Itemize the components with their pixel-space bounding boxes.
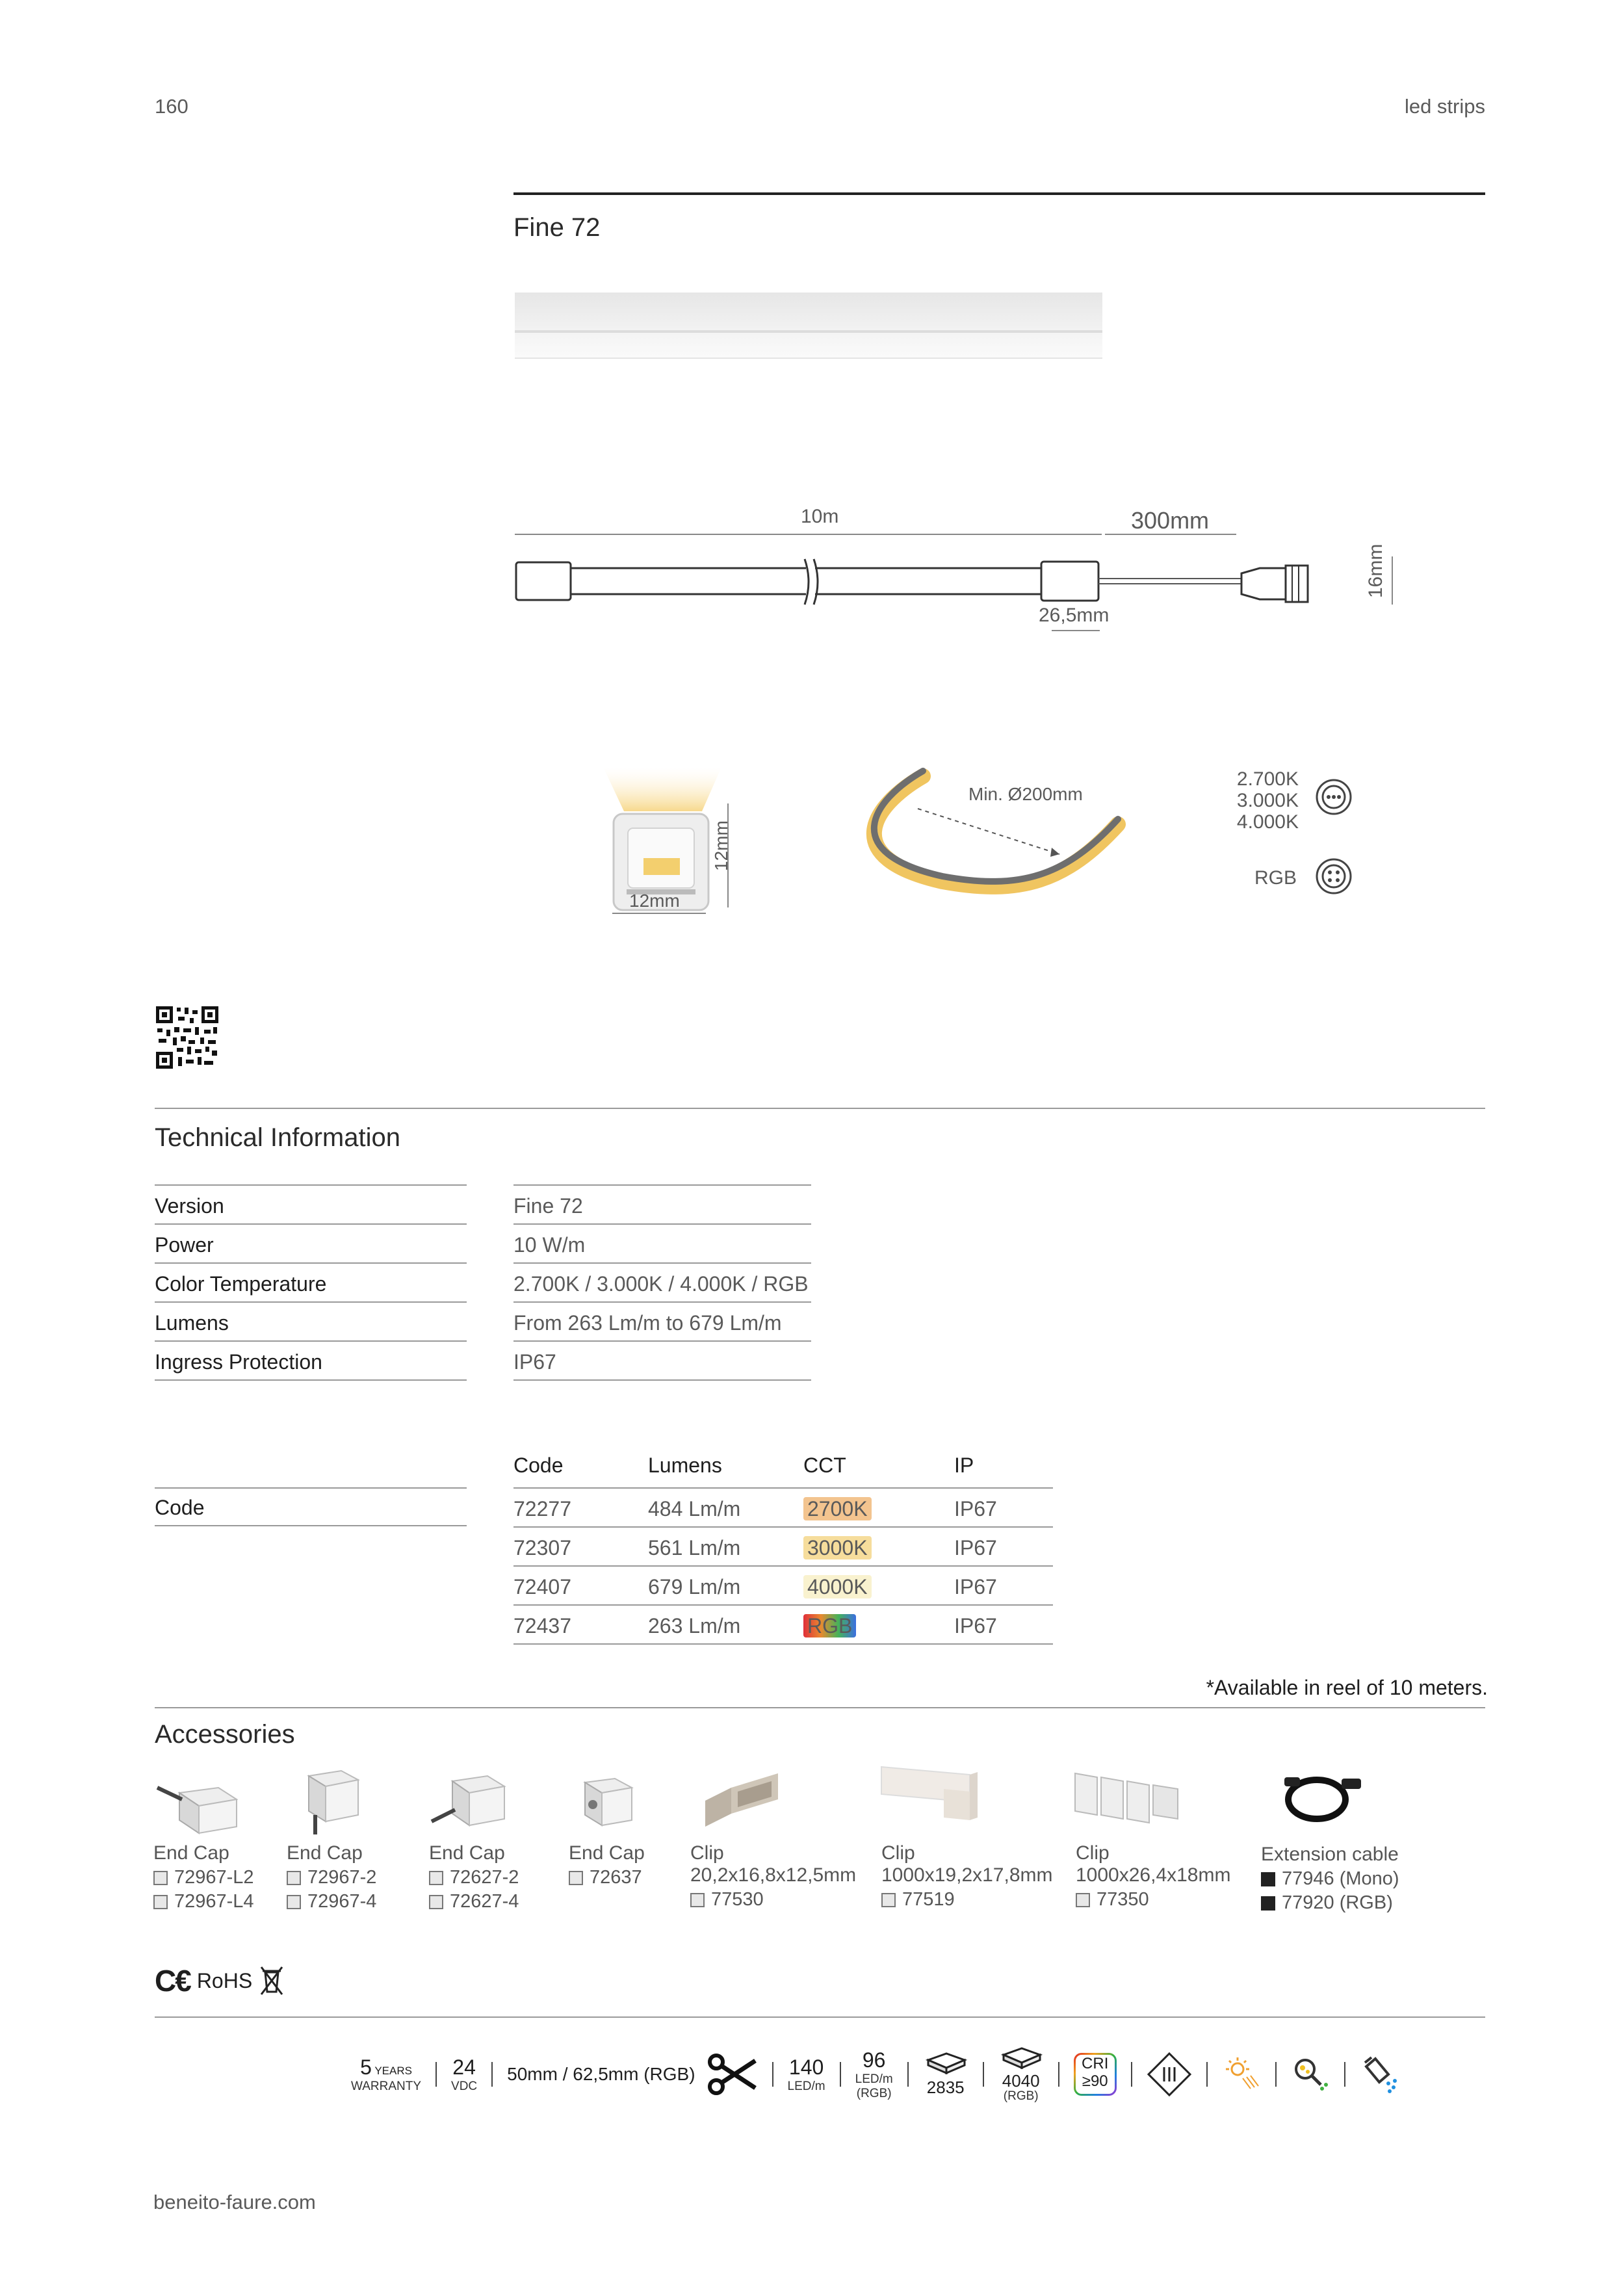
code-cell: 72307 xyxy=(513,1536,571,1559)
cct-chip: 2700K xyxy=(803,1497,872,1520)
clip-image xyxy=(879,1763,983,1828)
cct-chip: 4000K xyxy=(803,1575,872,1598)
led-density-value: 140 xyxy=(788,2055,824,2079)
mono-connector-icon xyxy=(1314,777,1353,816)
accessory-clip-3 xyxy=(1076,1842,1230,1911)
cct-3000: 3.000K xyxy=(1236,790,1299,811)
chip-2835-badge xyxy=(923,2051,968,2098)
chip-2835-label: 2835 xyxy=(926,2078,965,2097)
ip-cell: IP67 xyxy=(954,1575,997,1598)
checkbox-icon[interactable] xyxy=(1261,1872,1275,1886)
voltage-value: 24 xyxy=(452,2055,476,2079)
separator xyxy=(1344,2062,1345,2087)
code-row-rule xyxy=(513,1604,1053,1606)
accessory-dims: 1000x26,4x18mm xyxy=(1076,1864,1231,1886)
accessory-code-row[interactable]: 72967-L2 xyxy=(153,1867,254,1888)
cct-2700: 2.700K xyxy=(1236,768,1299,790)
certifications xyxy=(155,1963,285,1998)
chip-4040-label: 4040 xyxy=(1002,2070,1040,2091)
tech-value-ip: IP67 xyxy=(513,1342,811,1381)
accessory-code-row[interactable]: 72967-2 xyxy=(287,1867,376,1888)
ce-mark-icon: C€ xyxy=(155,1964,190,1998)
accessory-code-row[interactable]: 77946 (Mono) xyxy=(1261,1868,1399,1890)
rgb-density-value: 96 xyxy=(862,2048,886,2072)
rgb-density-note: (RGB) xyxy=(856,2086,892,2100)
profile-width-label: 12mm xyxy=(629,891,680,911)
accessory-code-row[interactable]: 72627-2 xyxy=(429,1867,519,1888)
scissors-icon xyxy=(707,2053,758,2096)
separator xyxy=(1131,2062,1132,2087)
ip-cell: IP67 xyxy=(954,1536,997,1559)
rgb-connector-icon xyxy=(1314,857,1353,896)
accessory-code-row[interactable]: 72967-L4 xyxy=(153,1891,254,1912)
accessory-name: End Cap xyxy=(287,1842,363,1864)
accessory-name: Clip xyxy=(1076,1842,1110,1864)
checkbox-icon[interactable] xyxy=(569,1871,583,1885)
section-divider xyxy=(155,1108,1485,1109)
protection-class-iii-icon xyxy=(1147,2052,1192,2097)
tech-label-power: Power xyxy=(155,1225,467,1264)
led-chip-icon xyxy=(998,2046,1044,2069)
technical-heading: Technical Information xyxy=(155,1123,400,1152)
accessory-name: Clip xyxy=(881,1842,915,1864)
product-title: Fine 72 xyxy=(513,213,601,242)
dimension-drawing xyxy=(507,501,1417,644)
code-cell: 72437 xyxy=(513,1614,571,1637)
feature-icon-row xyxy=(351,2046,1399,2102)
length-label: 10m xyxy=(801,506,839,527)
separator xyxy=(840,2062,841,2087)
checkbox-icon[interactable] xyxy=(153,1871,168,1885)
tech-value-power: 10 W/m xyxy=(513,1225,811,1264)
checkbox-icon[interactable] xyxy=(1261,1896,1275,1911)
footer-url[interactable]: beneito-faure.com xyxy=(153,2191,316,2213)
cri-label: CRI xyxy=(1082,2055,1109,2072)
separator xyxy=(983,2062,984,2087)
page-number: 160 xyxy=(155,95,188,118)
tech-label-ip: Ingress Protection xyxy=(155,1342,467,1381)
checkbox-icon[interactable] xyxy=(429,1895,443,1909)
lumens-cell: 484 Lm/m xyxy=(648,1497,741,1520)
warranty-number: 5 xyxy=(360,2055,372,2079)
accessory-name: End Cap xyxy=(569,1842,645,1864)
code-row-rule xyxy=(513,1526,1053,1528)
sulfur-resistant-icon xyxy=(1291,2055,1330,2094)
cri-badge xyxy=(1074,2053,1117,2096)
chip-4040-badge xyxy=(998,2046,1044,2104)
lumens-cell: 561 Lm/m xyxy=(648,1536,741,1559)
bend-label: Min. Ø200mm xyxy=(968,784,1083,804)
lumens-cell: 679 Lm/m xyxy=(648,1575,741,1598)
tech-value-lumens: From 263 Lm/m to 679 Lm/m xyxy=(513,1303,811,1342)
accessories-heading: Accessories xyxy=(155,1720,295,1749)
features-divider xyxy=(155,2016,1485,2018)
separator xyxy=(491,2062,493,2087)
accessory-name: End Cap xyxy=(429,1842,505,1864)
accessories-divider xyxy=(155,1707,1485,1708)
cct-header: CCT xyxy=(803,1454,846,1477)
rgb-density-badge xyxy=(855,2048,893,2101)
accessory-name: Clip xyxy=(690,1842,724,1864)
rgb-connector-label: RGB xyxy=(1254,867,1297,889)
accessory-clip-2 xyxy=(881,1842,1053,1911)
section-name: led strips xyxy=(1404,95,1485,118)
uv-resistant-icon xyxy=(1222,2055,1261,2094)
accessory-end-cap-2 xyxy=(287,1842,376,1912)
accessory-extension-cable xyxy=(1261,1844,1399,1914)
accessory-dims: 1000x19,2x17,8mm xyxy=(881,1864,1053,1886)
rgb-density-unit: LED/m xyxy=(855,2072,893,2086)
code-row-rule xyxy=(513,1643,1053,1645)
profile-height-label: 12mm xyxy=(711,820,731,871)
availability-note: *Available in reel of 10 meters. xyxy=(1206,1676,1488,1699)
checkbox-icon[interactable] xyxy=(153,1895,168,1909)
extension-cable-image xyxy=(1280,1764,1365,1829)
cct-4000: 4.000K xyxy=(1236,811,1299,833)
led-chip-icon xyxy=(923,2051,968,2074)
code-cell: 72277 xyxy=(513,1497,571,1520)
led-density-unit: LED/m xyxy=(787,2079,825,2093)
ip-cell: IP67 xyxy=(954,1497,997,1520)
qr-code[interactable] xyxy=(155,1005,220,1070)
tech-label-cct: Color Temperature xyxy=(155,1264,467,1303)
rohs-label: RoHS xyxy=(196,1968,253,1992)
accessory-code-row[interactable]: 77920 (RGB) xyxy=(1261,1892,1399,1914)
clip-image xyxy=(699,1768,783,1833)
title-rule xyxy=(513,192,1485,195)
accessory-code-row[interactable]: 77519 xyxy=(881,1889,1053,1911)
voltage-unit: VDC xyxy=(451,2079,478,2093)
end-cap-image xyxy=(572,1773,643,1832)
lead-label: 300mm xyxy=(1131,507,1210,534)
separator xyxy=(435,2062,437,2087)
warranty-label: WARRANTY xyxy=(351,2079,422,2093)
end-cap-image xyxy=(429,1768,507,1833)
accessory-code-row[interactable]: 77350 xyxy=(1076,1889,1230,1911)
lumens-header: Lumens xyxy=(648,1454,722,1477)
accessory-name: Extension cable xyxy=(1261,1844,1399,1865)
accessory-end-cap-1 xyxy=(153,1842,254,1912)
tech-label-version: Version xyxy=(155,1184,467,1225)
accessory-code-row[interactable]: 72637 xyxy=(569,1867,645,1888)
accessory-name: End Cap xyxy=(153,1842,229,1864)
silicone-spray-icon xyxy=(1360,2055,1399,2094)
chip-4040-note: (RGB) xyxy=(1003,2089,1039,2103)
checkbox-icon[interactable] xyxy=(690,1893,705,1907)
accessory-end-cap-4 xyxy=(569,1842,645,1888)
connector-label: 16mm xyxy=(1365,543,1386,598)
checkbox-icon[interactable] xyxy=(287,1895,301,1909)
tech-label-lumens: Lumens xyxy=(155,1303,467,1342)
strip-image xyxy=(515,293,1102,358)
cri-value: ≥90 xyxy=(1082,2072,1108,2090)
clip-image xyxy=(1071,1767,1182,1825)
accessory-clip-1 xyxy=(690,1842,856,1911)
checkbox-icon[interactable] xyxy=(429,1871,443,1885)
accessory-end-cap-3 xyxy=(429,1842,519,1912)
code-table-top-rule xyxy=(513,1487,1053,1489)
voltage-badge xyxy=(451,2055,477,2094)
warranty-badge xyxy=(351,2055,421,2094)
lumens-cell: 263 Lm/m xyxy=(648,1614,741,1637)
code-label: Code xyxy=(155,1487,467,1526)
tech-value-cct: 2.700K / 3.000K / 4.000K / RGB xyxy=(513,1264,811,1303)
checkbox-icon[interactable] xyxy=(881,1893,896,1907)
checkbox-icon[interactable] xyxy=(1076,1893,1090,1907)
end-cap-image xyxy=(296,1767,367,1838)
separator xyxy=(1206,2062,1208,2087)
cut-length: 50mm / 62,5mm (RGB) xyxy=(507,2064,695,2084)
code-cell: 72407 xyxy=(513,1575,571,1598)
accessory-code-row[interactable]: 72627-4 xyxy=(429,1891,519,1912)
accessory-dims: 20,2x16,8x12,5mm xyxy=(690,1864,857,1886)
endcap-label: 26,5mm xyxy=(1039,605,1110,626)
warranty-unit: YEARS xyxy=(374,2064,412,2077)
checkbox-icon[interactable] xyxy=(287,1871,301,1885)
end-cap-image xyxy=(153,1773,238,1838)
weee-bin-icon xyxy=(259,1964,285,1997)
separator xyxy=(772,2062,773,2087)
separator xyxy=(1058,2062,1059,2087)
separator xyxy=(1275,2062,1277,2087)
accessory-code-row[interactable]: 72967-4 xyxy=(287,1891,376,1912)
ip-cell: IP67 xyxy=(954,1614,997,1637)
cct-connector-list xyxy=(1228,768,1299,833)
cct-chip: RGB xyxy=(803,1614,856,1637)
code-header: Code xyxy=(513,1454,564,1477)
ip-header: IP xyxy=(954,1454,974,1477)
code-row-rule xyxy=(513,1565,1053,1567)
led-density-badge xyxy=(788,2055,825,2094)
profile-width-line xyxy=(611,910,708,917)
separator xyxy=(907,2062,909,2087)
accessory-code-row[interactable]: 77530 xyxy=(690,1889,856,1911)
tech-value-version: Fine 72 xyxy=(513,1184,811,1225)
cct-chip: 3000K xyxy=(803,1536,872,1559)
